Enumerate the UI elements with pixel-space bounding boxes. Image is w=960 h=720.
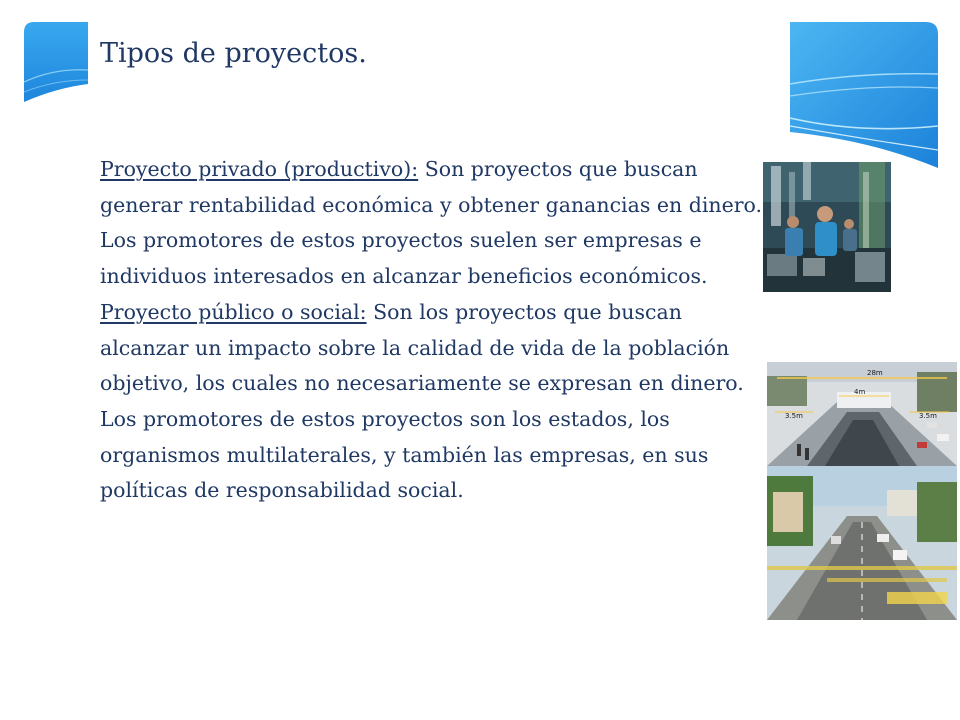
road-label-3-5m-left: 3.5m: [785, 412, 803, 420]
street-avenue-photo: [767, 466, 957, 620]
banner-accent-left: [24, 22, 88, 104]
road-label-28m: 28m: [867, 369, 883, 377]
banner-accent-right: [790, 22, 938, 168]
slide-title: Tipos de proyectos.: [100, 38, 367, 69]
public-project-description: Son los proyectos que buscan alcanzar un impacto sobre la calidad de vida de la población objetivo, los cuales no necesariamente se expresan en dinero. Los promotores de estos proyectos son los estados, los organismos multilaterales, y también las empresas, en sus políticas de responsabilidad social.: [100, 299, 744, 503]
road-label-4m: 4m: [854, 388, 866, 396]
body-text: [100, 152, 776, 509]
road-overpass-photo: [767, 362, 957, 466]
factory-workers-photo: [763, 162, 891, 292]
private-project-description: Son proyectos que buscan generar rentabilidad económica y obtener ganancias en dinero. Los promotores de estos proyectos suelen ser empresas e individuos interesados en alcanzar beneficios económicos.: [100, 157, 763, 289]
private-project-heading: Proyecto privado (productivo):: [100, 157, 419, 181]
road-label-3-5m-right: 3.5m: [919, 412, 937, 420]
public-project-heading: Proyecto público o social:: [100, 299, 367, 324]
